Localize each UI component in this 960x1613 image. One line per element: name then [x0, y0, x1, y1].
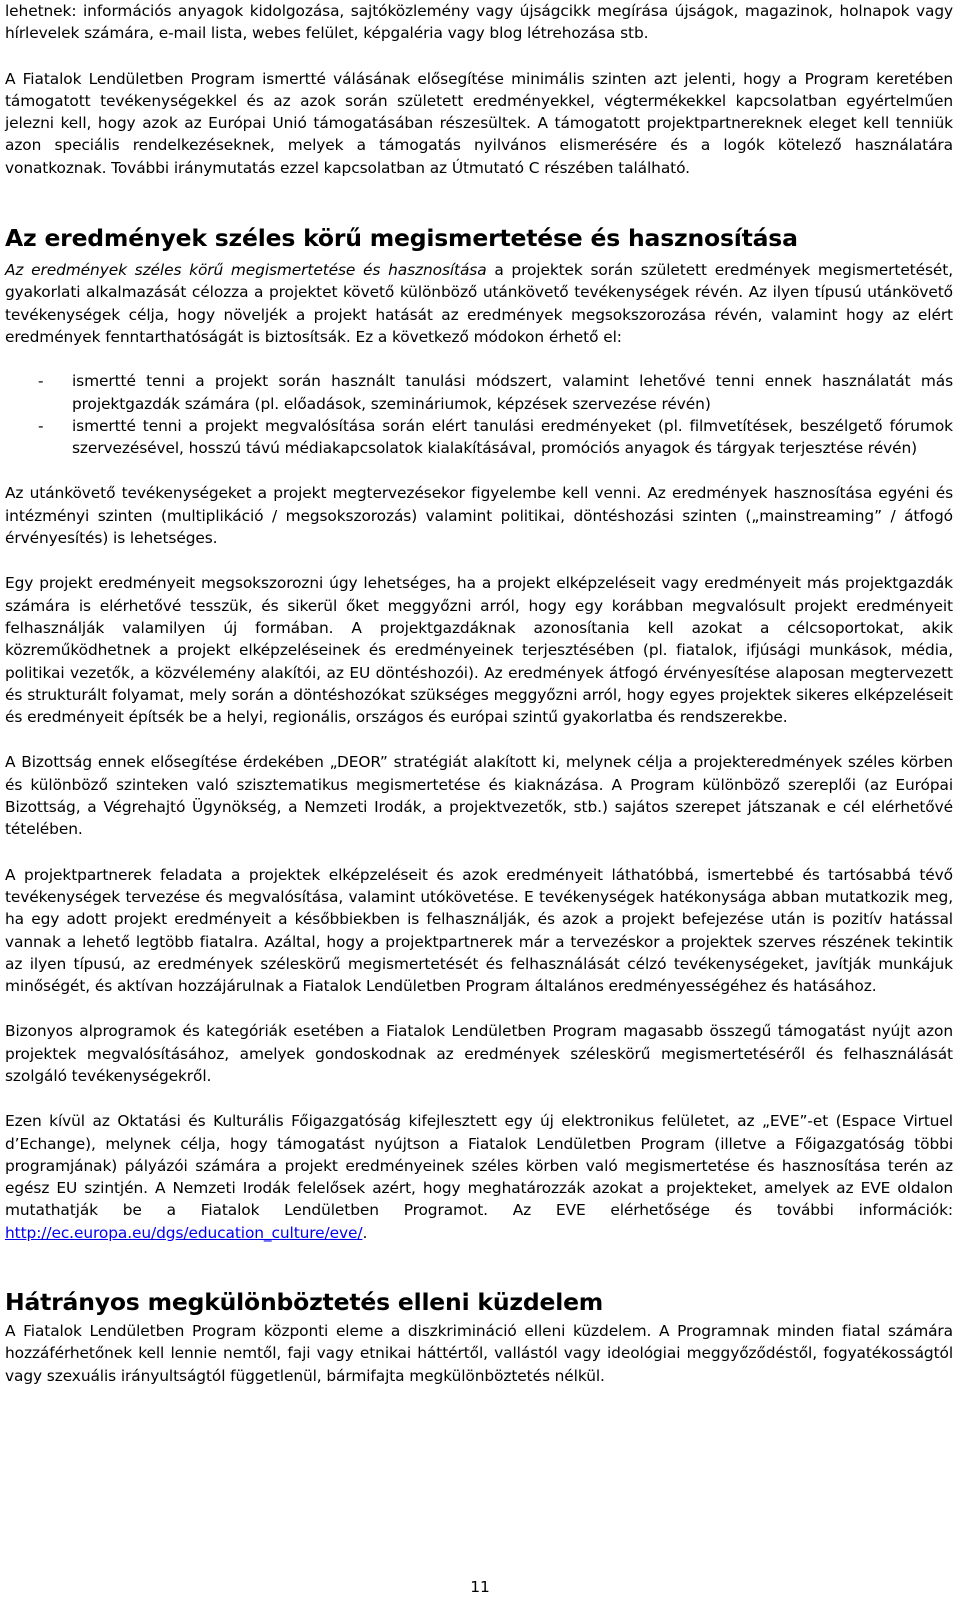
list-item-text: ismertté tenni a projekt megvalósítása során elért tanulási eredményeket (pl. filmvetítések, beszélgető fórumok szervezésével, hosszú távú médiakapcsolatok kialakításával, promóciós anyagok és tárgyak terjesztése révén): [72, 416, 953, 458]
eve-end: .: [362, 1223, 368, 1242]
eve-link[interactable]: http://ec.europa.eu/dgs/education_culture/eve/: [5, 1223, 363, 1242]
lead-text: a projektek során született eredmények megismertetését, gyakorlati alkalmazását célozza a projektet követő különböző utánkövető tevékenységek révén. Az ilyen típusú utánkövető tevékenységek célja, hogy növeljék a projekt hatását az eredmények megsokszorozása révén, valamint hogy az elért eredmények fenntarthatóságát is biztosítsák. Ez a következő módokon érhető el:: [5, 261, 953, 346]
section-heading-dissemination: Az eredmények széles körű megismertetése és hasznosítása: [5, 224, 798, 253]
dash-marker: -: [38, 416, 44, 435]
dash-marker: -: [38, 372, 44, 391]
intro-paragraph-2: A Fiatalok Lendületben Program ismertté válásának elősegítése minimális szinten azt jelenti, hogy a Program keretében támogatott tevékenységekkel és az azok során született eredményekkel, végtermékekkel kapcsolatban egyértelműen jelezni kell, hogy azok az Európai Unió támogatásában részesültek. A támogatott projektpartnereknek eleget kell tenniük azon speciális rendelkezéseknek, melyek a támogatás nyilvános elismerésére és a logók kötelező használatára vonatkoznak. További iránymutatás ezzel kapcsolatban az Útmutató C részében található.: [5, 69, 953, 177]
page-number: 11: [470, 1578, 490, 1596]
list-item: [5, 370, 953, 415]
eve-paragraph: [5, 1110, 953, 1244]
list-item: [5, 415, 953, 460]
intro-paragraph-1: lehetnek: információs anyagok kidolgozása, sajtóközlemény vagy újságcikk megírása újságok, magazinok, holnapok vagy hírlevelek számára, e-mail lista, webes felület, képgaléria vagy blog létrehozása stb.: [5, 2, 953, 43]
partners-paragraph: A projektpartnerek feladata a projektek elképzeléseit és azok eredményeit láthatóbbá, ismertebbé és tartósabbá tévő tevékenységek tervezése és megvalósítása, valamint utókövetése. E tevékenységek hatékonysága abban mutatkozik meg, ha egy adott projekt eredményeit a későbbiekben is felhasználják, és azok a projekt befejezése után is pozitív hatással vannak a lehető legtöbb fiatalra. Azáltal, hogy a projektpartnerek már a tervezéskor a projektek szerves részének tekintik az ilyen típusú, az eredmények széleskörű megismertetését és felhasználását célzó tevékenységeket, javítják munkájuk minőségét, és aktívan hozzájárulnak a Fiatalok Lendületben Program általános eredményességéhez és hatásához.: [5, 865, 953, 996]
lead-italic-term: Az eredmények széles körű megismertetése és hasznosítása: [5, 261, 487, 280]
section-heading-discrimination: Hátrányos megkülönböztetés elleni küzdelem: [5, 1288, 604, 1317]
multiplication-paragraph: Egy projekt eredményeit megsokszorozni úgy lehetséges, ha a projekt elképzeléseit vagy eredményeit más projektgazdák számára is elérhetővé tesszük, és sikerül őket meggyőzni arról, hogy egy korábban megvalósult projekt eredményeit felhasználják valamilyen új formában. A projektgazdáknak azonosítania kell azokat a célcsoportokat, akik közreműködhetnek a projekt elképzeléseinek és eredményeinek terjesztésében (pl. fiatalok, ifjúsági munkások, média, politikai vezetők, a közvélemény alakítói, az EU döntéshozói). Az eredmények átfogó érvényesítése alaposan megtervezett és strukturált folyamat, mely során a döntéshozókat szükséges meggyőzni arról, hogy egyes projektek sikeres elképzeléseit és eredményeit építsék be a helyi, regionális, országos és európai szintű gyakorlatba és rendszerekbe.: [5, 574, 953, 727]
eve-text: Ezen kívül az Oktatási és Kulturális Főigazgatóság kifejlesztett egy új elektronikus felületet, az „EVE”-et (Espace Virtuel d’Echange), melynek célja, hogy támogatást nyújtson a Fiatalok Lendületben Program (illetve a Főigazgatóság többi programjának) pályázói számára a projekt eredményeinek széles körben való megismertetése és hasznosítása terén az egész EU szintjén. A Nemzeti Irodák felelősek azért, hogy meghatározzák azokat a projekteket, amelyek az EVE oldalon mutathatják be a Fiatalok Lendületben Programot. Az EVE elérhetősége és további információk:: [5, 1112, 953, 1220]
document-page: [5, 0, 953, 1387]
list-item-text: ismertté tenni a projekt során használt tanulási módszert, valamint lehetővé tenni ennek használatát más projektgazdák számára (pl. előadások, szemináriumok, képzések szervezése révén): [72, 372, 953, 413]
deor-paragraph: A Bizottság ennek elősegítése érdekében „DEOR” stratégiát alakított ki, melynek célja a projekteredmények széles körben és különböző szinteken való szisztematikus megismertetése és kiaknázása. A Program különböző szereplői (az Európai Bizottság, a Végrehajtó Ügynökség, a Nemzeti Irodák, a projektvezetők, stb.) sajátos szerepet játszanak e cél elérhetővé tételében.: [5, 753, 953, 839]
dash-list: [5, 370, 953, 459]
subprograms-paragraph: Bizonyos alprogramok és kategóriák esetében a Fiatalok Lendületben Program magasabb összegű támogatást nyújt azon projektek megvalósításához, amelyek gondoskodnak az eredmények széleskörű megismertetéséről és felhasználását szolgáló tevékenységekről.: [5, 1022, 953, 1085]
section-lead-paragraph: [5, 259, 953, 348]
discrimination-paragraph: A Fiatalok Lendületben Program központi eleme a diszkrimináció elleni küzdelem. A Programnak minden fiatal számára hozzáférhetőnek kell lennie nemtől, faji vagy etnikai háttértől, vallástól vagy ideológiai meggyőződéstől, fogyatékosságtól vagy szexuális irányultságtól függetlenül, bármifajta megkülönböztetés nélkül.: [5, 1322, 953, 1385]
followup-paragraph: Az utánkövető tevékenységeket a projekt megtervezésekor figyelembe kell venni. Az eredmények hasznosítása egyéni és intézményi szinten (multiplikáció / megsokszorozás) valamint politikai, döntéshozási szinten („mainstreaming” / átfogó érvényesítés) is lehetséges.: [5, 484, 953, 548]
